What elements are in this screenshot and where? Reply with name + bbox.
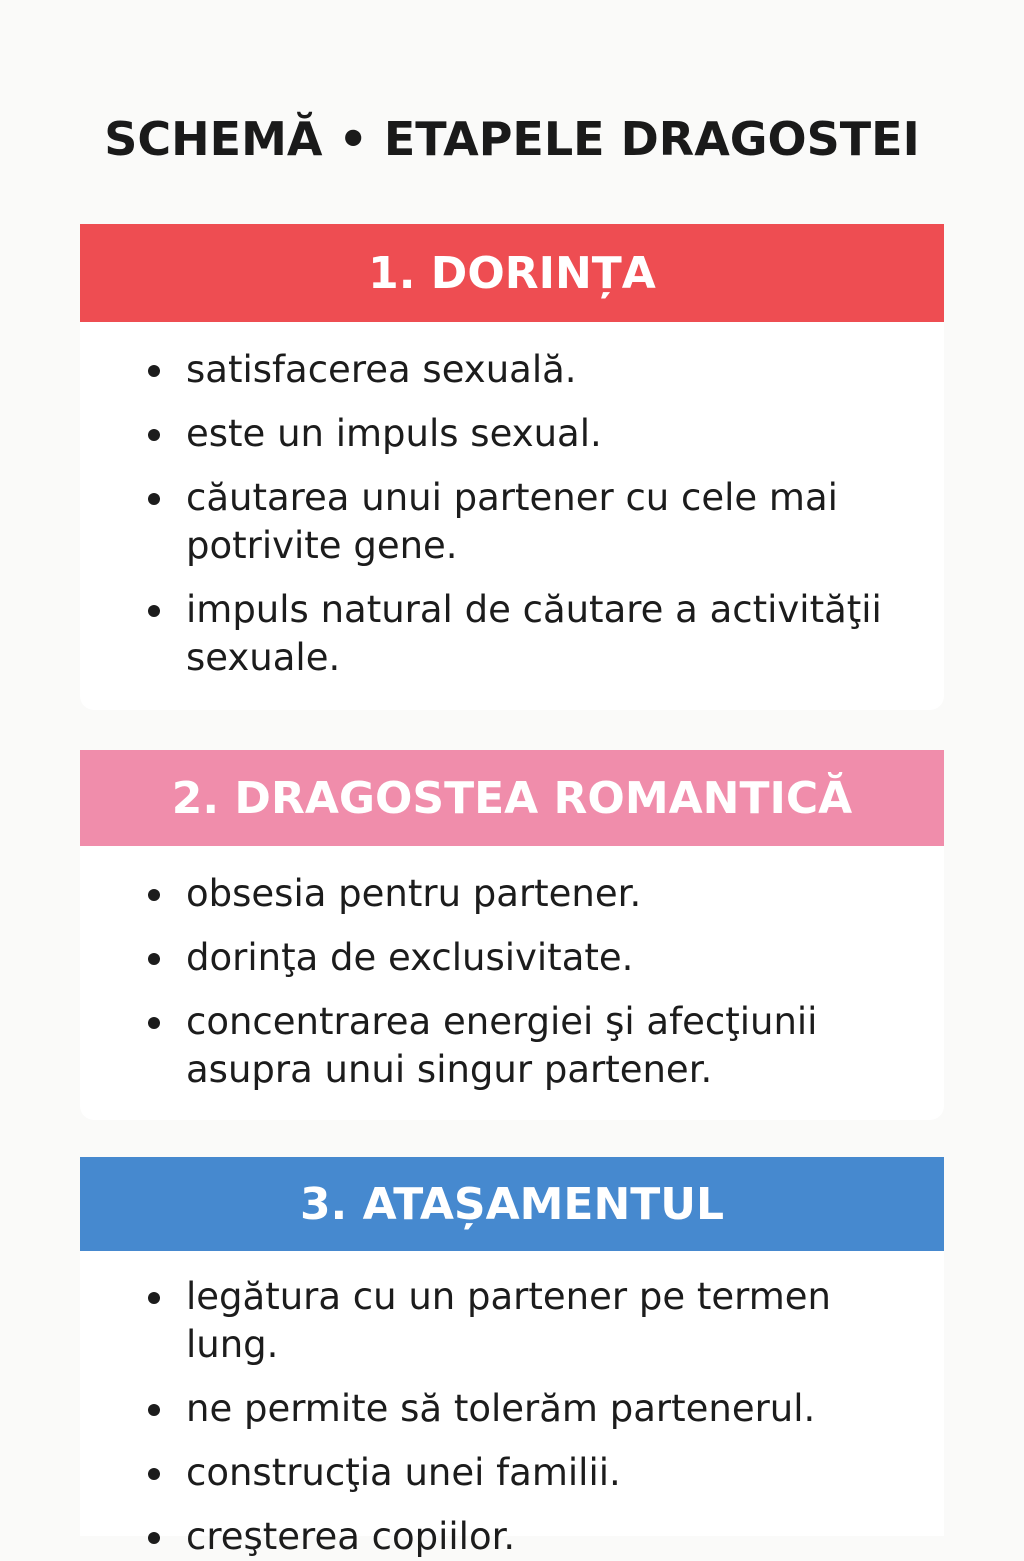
bullet-icon	[148, 493, 160, 505]
bullet-icon	[148, 1404, 160, 1416]
stage-card-dorinta	[80, 224, 944, 710]
stage-card-dragostea-romantica	[80, 750, 944, 1120]
page-title: SCHEMĂ • ETAPELE DRAGOSTEI	[104, 112, 920, 166]
list-item-text: căutarea unui partener cu cele mai potrivite gene.	[186, 476, 838, 567]
list-item-text: satisfacerea sexuală.	[186, 348, 577, 391]
list-item-text: construcţia unei familii.	[186, 1451, 621, 1494]
bullet-icon	[148, 1468, 160, 1480]
list-item	[80, 934, 944, 982]
list-item	[80, 346, 944, 394]
list-item	[80, 1273, 944, 1369]
bullet-icon	[148, 953, 160, 965]
bullet-icon	[148, 1017, 160, 1029]
bullet-icon	[148, 605, 160, 617]
list-item-text: este un impuls sexual.	[186, 412, 602, 455]
list-item	[80, 586, 944, 682]
list-item	[80, 1385, 944, 1433]
stage-card-atasamentul	[80, 1157, 944, 1558]
list-item	[80, 474, 944, 570]
bullet-icon	[148, 429, 160, 441]
stage-items-list	[80, 1251, 944, 1561]
list-item	[80, 870, 944, 918]
list-item-text: concentrarea energiei şi afecţiunii asupra unui singur partener.	[186, 1000, 818, 1091]
list-item-text: impuls natural de căutare a activităţii sexuale.	[186, 588, 882, 679]
stage-heading: 2. DRAGOSTEA ROMANTICĂ	[80, 750, 944, 846]
bullet-icon	[148, 889, 160, 901]
bullet-icon	[148, 365, 160, 377]
list-item-text: dorinţa de exclusivitate.	[186, 936, 634, 979]
list-item	[80, 1449, 944, 1497]
list-item	[80, 410, 944, 458]
stage-items-list	[80, 322, 944, 682]
bullet-icon	[148, 1292, 160, 1304]
bullet-icon	[148, 1532, 160, 1544]
list-item-text: obsesia pentru partener.	[186, 872, 642, 915]
stage-heading: 3. ATAȘAMENTUL	[80, 1157, 944, 1251]
stage-heading: 1. DORINȚA	[80, 224, 944, 322]
list-item	[80, 998, 944, 1094]
stage-items-list	[80, 846, 944, 1094]
list-item	[80, 1513, 944, 1561]
list-item-text: ne permite să tolerăm partenerul.	[186, 1387, 816, 1430]
list-item-text: creşterea copiilor.	[186, 1515, 516, 1558]
list-item-text: legătura cu un partener pe termen lung.	[186, 1275, 831, 1366]
